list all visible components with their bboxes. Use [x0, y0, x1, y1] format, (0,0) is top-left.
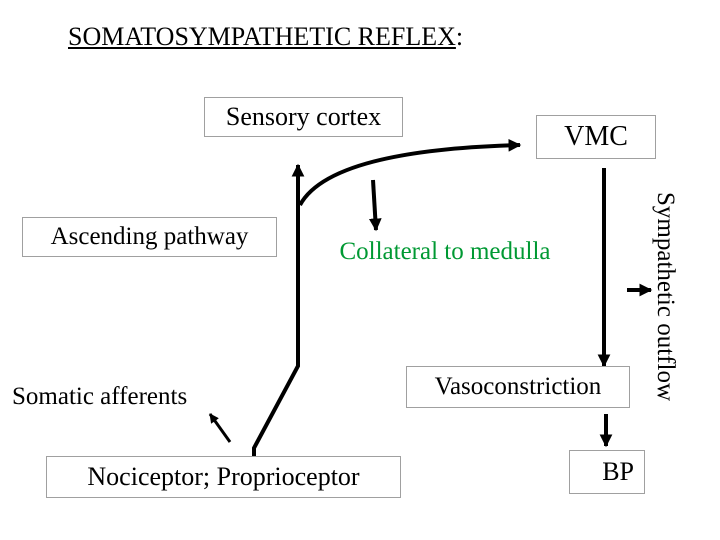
collateral-down-arrow	[373, 180, 376, 230]
vmc-box	[536, 115, 656, 159]
sensory-cortex-box	[204, 97, 403, 137]
bp-label: BP	[602, 457, 634, 486]
receptors-label: Nociceptor; Proprioceptor	[87, 462, 360, 491]
page-title	[68, 24, 463, 50]
somatic-afferents-label: Somatic afferents	[12, 383, 188, 410]
vmc-label: VMC	[564, 121, 628, 152]
receptor-to-afferents-arrow	[210, 414, 230, 442]
bp-box	[569, 450, 645, 494]
title-colon: :	[455, 22, 464, 51]
sympathetic-outflow-text: Sympathetic outflow	[651, 191, 679, 401]
sensory-cortex-label: Sensory cortex	[225, 102, 382, 131]
title-text: SOMATOSYMPATHETIC REFLEX	[68, 22, 456, 51]
sympathetic-outflow-label	[650, 178, 680, 414]
receptors-box	[46, 456, 401, 498]
vasoconstriction-box	[406, 366, 630, 408]
ascending-pathway-box	[22, 217, 277, 257]
vasoconstriction-label: Vasoconstriction	[434, 373, 602, 400]
collateral-box	[311, 232, 579, 272]
cortex-to-vmc-arrow	[300, 145, 520, 205]
ascending-pathway-label: Ascending pathway	[50, 223, 249, 250]
afferent-path-line	[254, 165, 298, 463]
collateral-label: Collateral to medulla	[339, 238, 551, 265]
